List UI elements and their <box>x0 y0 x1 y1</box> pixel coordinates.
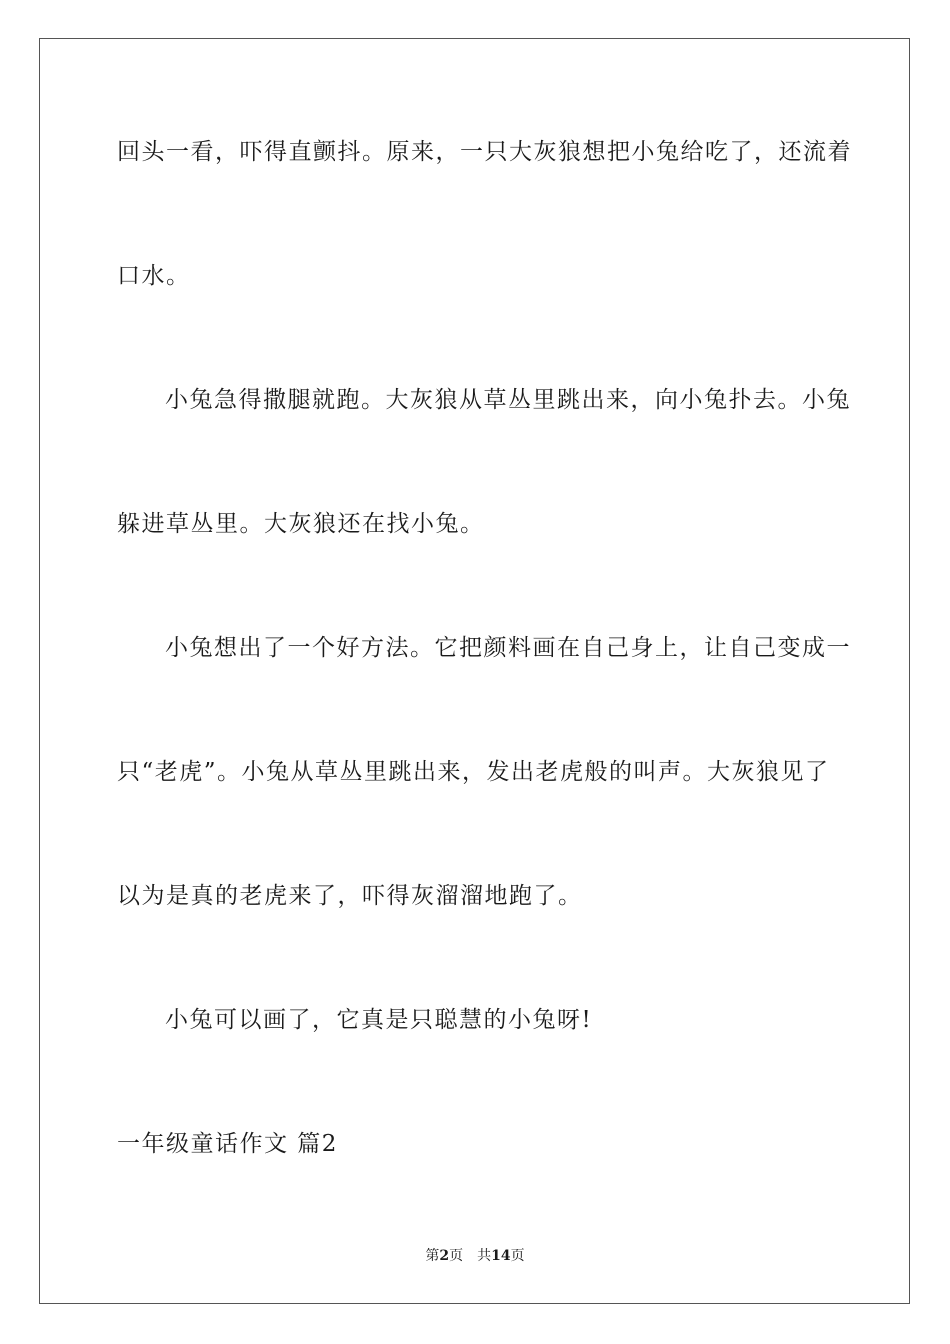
footer-page-prefix: 第 <box>425 1248 440 1264</box>
section-heading: 一年级童话作文 篇2 <box>117 1131 338 1157</box>
paragraph-4-line-1: 小兔可以画了，它真是只聪慧的小兔呀! <box>165 1007 593 1033</box>
paragraph-1-line-2: 口水。 <box>117 263 191 289</box>
paragraph-1-line-1: 回头一看，吓得直颤抖。原来，一只大灰狼想把小兔给吃了，还流着 <box>117 139 852 165</box>
paragraph-3-line-3: 以为是真的老虎来了，吓得灰溜溜地跑了。 <box>117 883 583 909</box>
paragraph-2-line-1: 小兔急得撒腿就跑。大灰狼从草丛里跳出来，向小兔扑去。小兔 <box>165 387 851 413</box>
footer-total-pages: 14 <box>491 1248 511 1264</box>
footer-page-suffix: 页 <box>449 1248 464 1264</box>
paragraph-3-line-1: 小兔想出了一个好方法。它把颜料画在自己身上，让自己变成一 <box>165 635 851 661</box>
paragraph-3-line-2: 只“老虎”。小兔从草丛里跳出来，发出老虎般的叫声。大灰狼见了 <box>117 759 830 785</box>
footer-total-prefix: 共 <box>477 1248 492 1264</box>
footer-total-suffix: 页 <box>510 1248 525 1264</box>
page-frame <box>39 38 910 1304</box>
paragraph-2-line-2: 躲进草丛里。大灰狼还在找小兔。 <box>117 511 485 537</box>
page-footer <box>0 1246 950 1266</box>
footer-current-page: 2 <box>439 1248 450 1264</box>
